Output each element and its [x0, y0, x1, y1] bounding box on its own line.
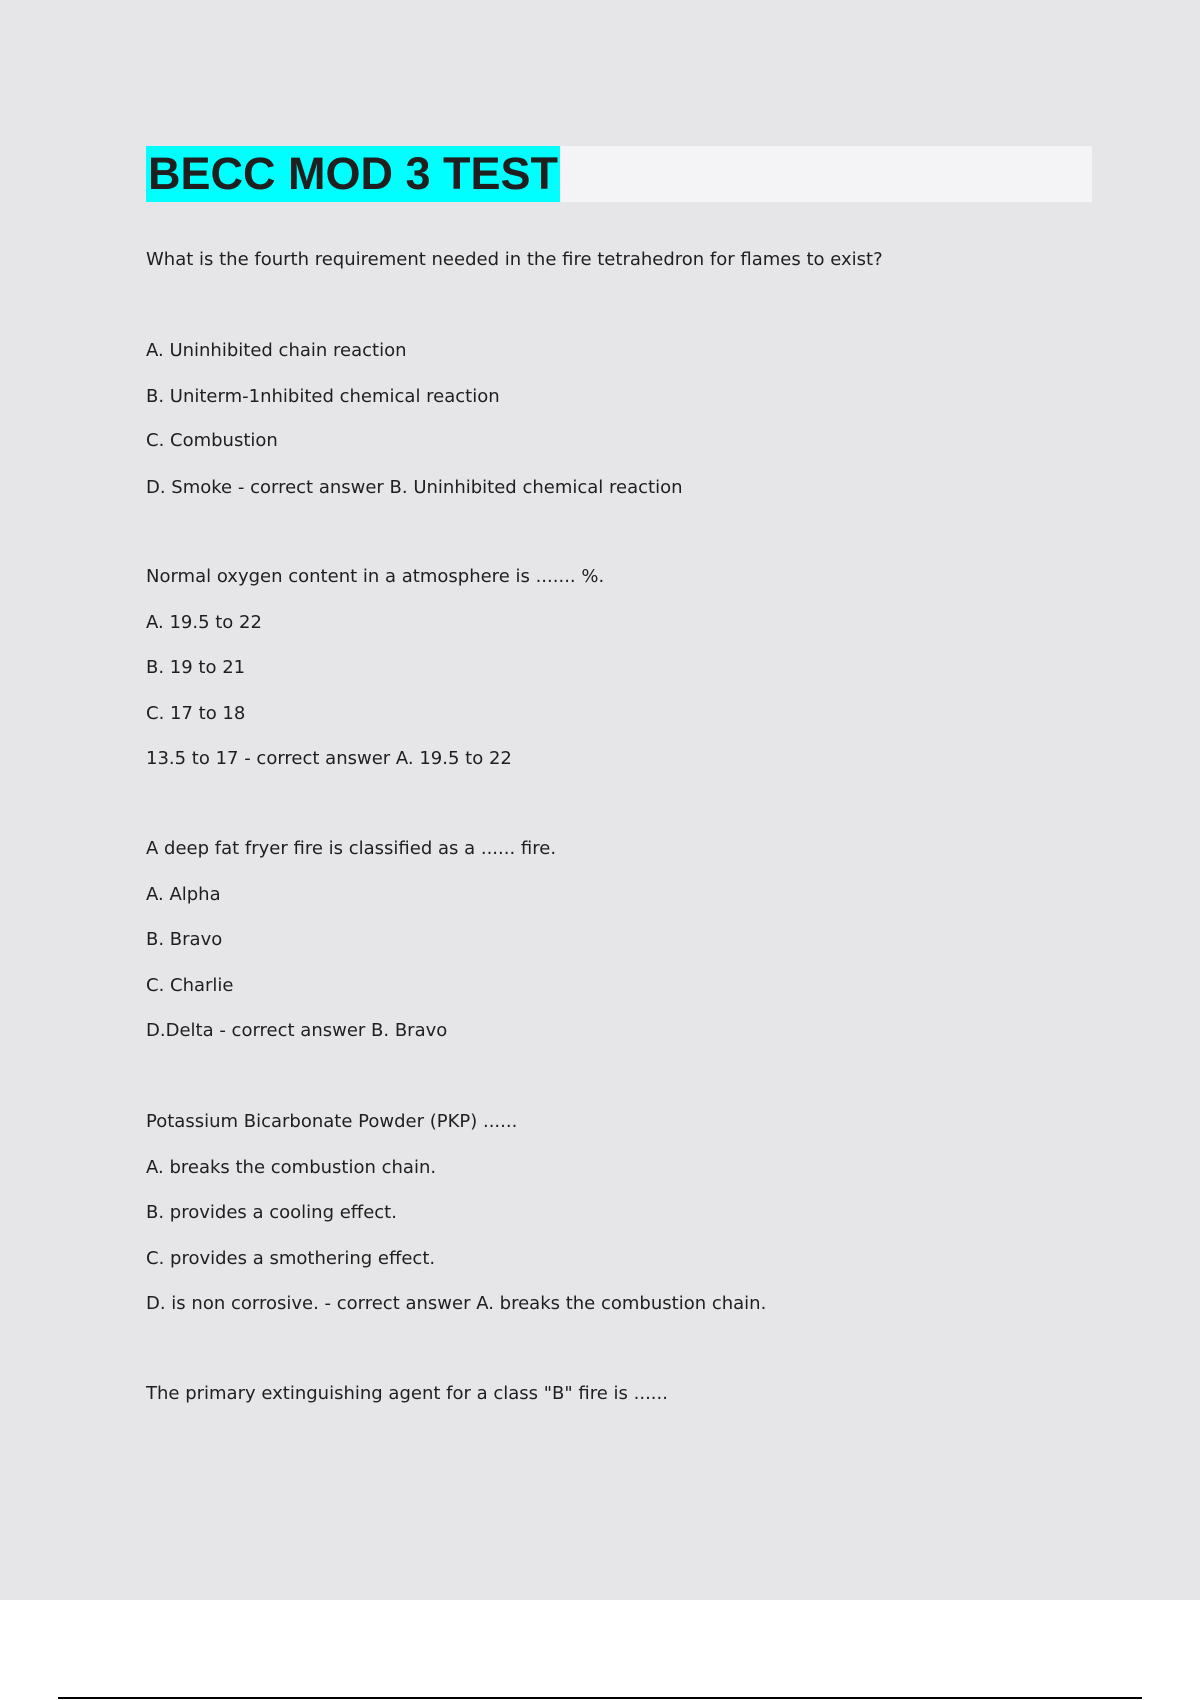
question-1-option-d-answer: D. Smoke - correct answer B. Uninhibited chemical reaction — [146, 477, 683, 498]
question-4-option-a: A. breaks the combustion chain. — [146, 1157, 437, 1178]
question-3: A deep fat fryer fire is classified as a ...... fire. — [146, 838, 557, 859]
document-title: BECC MOD 3 TEST — [146, 146, 560, 202]
question-1: What is the fourth requirement needed in the fire tetrahedron for flames to exist? — [146, 249, 883, 270]
question-2-option-d-answer: 13.5 to 17 - correct answer A. 19.5 to 22 — [146, 748, 512, 769]
question-2-option-c: C. 17 to 18 — [146, 703, 246, 724]
question-3-option-a: A. Alpha — [146, 884, 221, 905]
question-3-option-d-answer: D.Delta - correct answer B. Bravo — [146, 1020, 448, 1041]
question-4-option-d-answer: D. is non corrosive. - correct answer A. breaks the combustion chain. — [146, 1293, 767, 1314]
question-2-option-b: B. 19 to 21 — [146, 657, 246, 678]
question-1-option-b: B. Uniterm-1nhibited chemical reaction — [146, 386, 500, 407]
question-4: Potassium Bicarbonate Powder (PKP) ...... — [146, 1111, 518, 1132]
question-3-option-b: B. Bravo — [146, 929, 223, 950]
question-4-option-c: C. provides a smothering effect. — [146, 1248, 436, 1269]
footer-rule — [58, 1697, 1142, 1699]
question-5: The primary extinguishing agent for a class "B" fire is ...... — [146, 1383, 668, 1404]
question-1-option-c: C. Combustion — [146, 430, 278, 451]
question-2: Normal oxygen content in a atmosphere is ....... %. — [146, 566, 605, 587]
question-1-option-a: A. Uninhibited chain reaction — [146, 340, 407, 361]
question-2-option-a: A. 19.5 to 22 — [146, 612, 262, 633]
question-3-option-c: C. Charlie — [146, 975, 234, 996]
question-4-option-b: B. provides a cooling effect. — [146, 1202, 397, 1223]
